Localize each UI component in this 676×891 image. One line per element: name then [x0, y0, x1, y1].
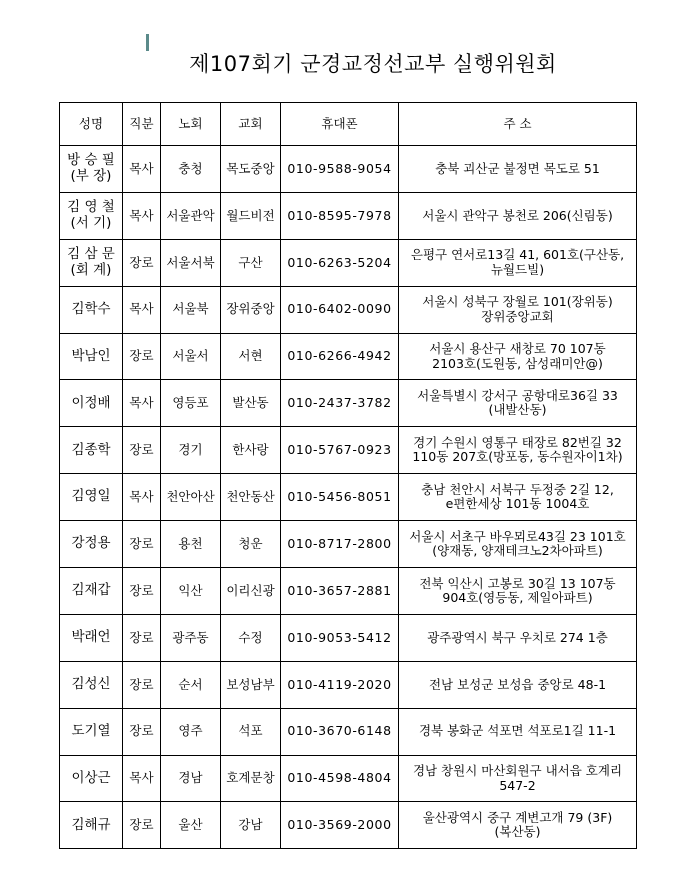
cell-role-line: 장로	[129, 629, 154, 645]
cell-phone-line: 010-2437-3782	[287, 395, 392, 411]
cell-address	[399, 568, 637, 615]
cell-address	[399, 521, 637, 568]
cell-region	[161, 427, 221, 474]
cell-address-line: 2103호(도원동, 삼성래미안@)	[432, 355, 603, 371]
cell-name-line: 박남인	[71, 347, 111, 364]
cell-church-line: 보성남부	[226, 676, 275, 692]
cell-role	[123, 708, 161, 755]
cell-name-line: 강정용	[71, 535, 111, 552]
table-row	[60, 521, 637, 568]
cell-role-line: 목사	[129, 770, 154, 786]
cell-role	[123, 802, 161, 849]
cell-address	[399, 239, 637, 286]
cell-name-line: 김영일	[71, 488, 111, 505]
cell-role	[123, 380, 161, 427]
cell-church	[221, 427, 281, 474]
cell-region-line: 천안아산	[166, 488, 215, 504]
cell-phone	[281, 286, 399, 333]
table-body	[60, 146, 637, 849]
cell-region-line: 익산	[178, 582, 203, 598]
cell-address-line: 547-2	[499, 777, 536, 793]
table-row	[60, 427, 637, 474]
cell-name-line: 도기열	[71, 722, 111, 739]
cell-region	[161, 661, 221, 708]
cell-phone	[281, 146, 399, 193]
cell-address	[399, 192, 637, 239]
cell-role-line: 목사	[129, 160, 154, 176]
cell-church	[221, 802, 281, 849]
cell-church	[221, 614, 281, 661]
header-church: 교회	[221, 103, 281, 146]
cell-phone-line: 010-5456-8051	[287, 488, 392, 504]
cell-phone	[281, 755, 399, 802]
cell-region-line: 서울서북	[166, 254, 215, 270]
cell-address-line: (복산동)	[494, 824, 541, 840]
cell-role-line: 장로	[129, 535, 154, 551]
cell-address	[399, 474, 637, 521]
cell-region	[161, 146, 221, 193]
cell-region-line: 경기	[178, 442, 203, 458]
cell-address-line: 뉴월드빌)	[490, 261, 545, 277]
table-row	[60, 192, 637, 239]
cell-name-line: 김재갑	[71, 582, 111, 599]
cell-role	[123, 239, 161, 286]
cell-name-line: 김종학	[71, 441, 111, 458]
table-row	[60, 614, 637, 661]
cell-address-line: 울산광역시 중구 계변고개 79 (3F)	[422, 810, 613, 826]
cell-role	[123, 427, 161, 474]
cell-role	[123, 521, 161, 568]
cell-name	[60, 802, 123, 849]
cell-region-line: 서울북	[172, 301, 209, 317]
cell-role-line: 장로	[129, 817, 154, 833]
cell-name-line: (서 기)	[70, 214, 112, 231]
cell-address-line: 경북 봉화군 석포면 석포로1길 11-1	[418, 723, 617, 739]
cell-region-line: 서울서	[172, 348, 209, 364]
cell-address	[399, 614, 637, 661]
cell-role	[123, 568, 161, 615]
cell-phone-line: 010-8595-7978	[287, 207, 392, 223]
cell-church-line: 석포	[238, 723, 263, 739]
cell-address	[399, 333, 637, 380]
cell-name-line: 이상근	[71, 769, 111, 786]
cell-region-line: 울산	[178, 817, 203, 833]
cell-phone	[281, 521, 399, 568]
cell-phone	[281, 568, 399, 615]
cell-church	[221, 239, 281, 286]
cell-name	[60, 427, 123, 474]
cell-address-line: 은평구 연서로13길 41, 601호(구산동,	[410, 247, 625, 263]
cell-role-line: 장로	[129, 582, 154, 598]
table-row	[60, 474, 637, 521]
header-region: 노회	[161, 103, 221, 146]
cell-church-line: 장위중앙	[226, 301, 275, 317]
cell-church-line: 한사랑	[232, 442, 269, 458]
cell-address-line: 서울시 성북구 장월로 101(장위동)	[422, 294, 613, 310]
cell-address-line: (양재동, 양재테크노2차아파트)	[432, 543, 603, 559]
cell-phone-line: 010-9588-9054	[287, 160, 392, 176]
cell-name	[60, 521, 123, 568]
cell-address-line: e편한세상 101동 1004호	[445, 496, 590, 512]
cell-name	[60, 239, 123, 286]
cell-role	[123, 333, 161, 380]
cell-region	[161, 802, 221, 849]
cell-address-line: 광주광역시 북구 우치로 274 1층	[427, 629, 608, 645]
table-row	[60, 755, 637, 802]
cell-name	[60, 333, 123, 380]
cell-name	[60, 146, 123, 193]
cell-role	[123, 614, 161, 661]
cell-church	[221, 755, 281, 802]
cell-name	[60, 192, 123, 239]
cell-church-line: 월드비전	[226, 207, 275, 223]
cell-address	[399, 708, 637, 755]
committee-roster-table	[59, 102, 637, 849]
cell-address-line: 서울시 관악구 봉천로 206(신림동)	[422, 207, 613, 223]
cell-role-line: 장로	[129, 723, 154, 739]
cell-name	[60, 474, 123, 521]
cell-address	[399, 802, 637, 849]
cell-address-line: 904호(영등동, 제일아파트)	[442, 589, 593, 605]
cell-name	[60, 661, 123, 708]
cell-phone	[281, 380, 399, 427]
cell-phone	[281, 661, 399, 708]
cell-region-line: 충청	[178, 160, 203, 176]
table-row	[60, 380, 637, 427]
cell-region	[161, 380, 221, 427]
cell-name	[60, 755, 123, 802]
cell-role	[123, 286, 161, 333]
table-row	[60, 146, 637, 193]
cell-church	[221, 192, 281, 239]
cell-address-line: 전북 익산시 고봉로 30길 13 107동	[419, 575, 616, 591]
page-title	[0, 48, 676, 78]
cell-region-line: 순서	[178, 676, 203, 692]
cell-phone	[281, 239, 399, 286]
table-row	[60, 239, 637, 286]
cell-phone	[281, 333, 399, 380]
cell-name	[60, 568, 123, 615]
cell-phone-line: 010-6266-4942	[287, 348, 392, 364]
cell-name-line: 김 삼 문	[67, 246, 115, 263]
cell-church-line: 청운	[238, 535, 263, 551]
cell-name	[60, 614, 123, 661]
cell-role-line: 장로	[129, 676, 154, 692]
cell-church	[221, 146, 281, 193]
cell-church-line: 강남	[238, 817, 263, 833]
cell-role	[123, 755, 161, 802]
cell-church-line: 발산동	[232, 395, 269, 411]
cell-address-line: 경기 수원시 영통구 태장로 82번길 32	[413, 434, 622, 450]
cell-region-line: 영주	[178, 723, 203, 739]
cell-name-line: 김학수	[71, 300, 111, 317]
cell-church	[221, 474, 281, 521]
table-row	[60, 568, 637, 615]
cell-name-line: 방 승 필	[67, 152, 115, 169]
cell-role-line: 목사	[129, 207, 154, 223]
cell-name	[60, 286, 123, 333]
cell-phone	[281, 708, 399, 755]
cell-phone-line: 010-4119-2020	[287, 676, 392, 692]
cell-church-line: 천안동산	[226, 488, 275, 504]
cell-phone-line: 010-9053-5412	[287, 629, 392, 645]
cell-name	[60, 380, 123, 427]
header-address: 주 소	[399, 103, 637, 146]
cell-address-line: 서울시 서초구 바우뫼로43길 23 101호	[409, 528, 626, 544]
cell-phone-line: 010-5767-0923	[287, 442, 392, 458]
cell-region	[161, 568, 221, 615]
cell-role-line: 장로	[129, 442, 154, 458]
cell-address	[399, 755, 637, 802]
cell-address-line: 충남 천안시 서북구 두정중 2길 12,	[421, 481, 614, 497]
cell-phone-line: 010-8717-2800	[287, 535, 392, 551]
cell-phone-line: 010-3657-2881	[287, 582, 392, 598]
cell-address-line: 충북 괴산군 불정면 목도로 51	[435, 160, 600, 176]
cell-address-line: 110동 207호(망포동, 동수원자이1차)	[412, 449, 623, 465]
cell-phone	[281, 192, 399, 239]
table-header-row	[60, 103, 637, 146]
cell-address	[399, 661, 637, 708]
cell-phone	[281, 427, 399, 474]
cell-region-line: 서울관악	[166, 207, 215, 223]
cell-name-line: 김성신	[71, 675, 111, 692]
cell-name-line: (회 계)	[70, 261, 112, 278]
cell-role	[123, 474, 161, 521]
table-row	[60, 333, 637, 380]
cell-role-line: 목사	[129, 488, 154, 504]
cell-phone-line: 010-6263-5204	[287, 254, 392, 270]
cell-role	[123, 661, 161, 708]
cell-region	[161, 474, 221, 521]
cell-region	[161, 286, 221, 333]
cell-address	[399, 380, 637, 427]
cell-church-line: 서현	[238, 348, 263, 364]
cell-role	[123, 146, 161, 193]
header-role: 직분	[123, 103, 161, 146]
cell-church	[221, 708, 281, 755]
cell-name-line: 박래언	[71, 629, 111, 646]
cell-church	[221, 521, 281, 568]
cell-region-line: 영등포	[172, 395, 209, 411]
cell-name-line: (부 장)	[70, 167, 112, 184]
table-row	[60, 286, 637, 333]
cell-phone-line: 010-3569-2000	[287, 817, 392, 833]
page-title-text: 제107회기 군경교정선교부 실행위원회	[189, 52, 557, 76]
cell-role	[123, 192, 161, 239]
cell-phone	[281, 474, 399, 521]
cell-phone-line: 010-4598-4804	[287, 770, 392, 786]
cell-church	[221, 380, 281, 427]
cell-region-line: 경남	[178, 770, 203, 786]
cell-region	[161, 614, 221, 661]
cell-phone	[281, 802, 399, 849]
cell-role-line: 목사	[129, 301, 154, 317]
cell-region	[161, 521, 221, 568]
cell-address	[399, 286, 637, 333]
cell-role-line: 장로	[129, 254, 154, 270]
cell-church-line: 이리신광	[226, 582, 275, 598]
cell-address-line: 경남 창원시 마산회원구 내서읍 호계리	[412, 763, 623, 779]
cell-address	[399, 427, 637, 474]
cell-role-line: 장로	[129, 348, 154, 364]
cell-region-line: 광주동	[172, 629, 209, 645]
cell-phone-line: 010-3670-6148	[287, 723, 392, 739]
cell-church	[221, 568, 281, 615]
cell-region	[161, 708, 221, 755]
cell-church-line: 호계문창	[226, 770, 275, 786]
cell-phone-line: 010-6402-0090	[287, 301, 392, 317]
cell-region	[161, 333, 221, 380]
cell-address	[399, 146, 637, 193]
cell-address-line: (내발산동)	[488, 402, 547, 418]
cell-name-line: 이정배	[71, 394, 111, 411]
cell-region-line: 용천	[178, 535, 203, 551]
cell-name	[60, 708, 123, 755]
cell-church-line: 구산	[238, 254, 263, 270]
cell-role-line: 목사	[129, 395, 154, 411]
table-row	[60, 802, 637, 849]
table-row	[60, 661, 637, 708]
cell-address-line: 서울특별시 강서구 공항대로36길 33	[417, 388, 618, 404]
cell-region	[161, 239, 221, 286]
cell-region	[161, 755, 221, 802]
cell-name-line: 김 영 철	[67, 199, 115, 216]
header-name: 성명	[60, 103, 123, 146]
cell-church	[221, 286, 281, 333]
cell-region	[161, 192, 221, 239]
cell-address-line: 장위중앙교회	[481, 308, 554, 324]
cell-church-line: 수정	[238, 629, 263, 645]
cell-address-line: 전남 보성군 보성읍 중앙로 48-1	[428, 676, 607, 692]
header-phone: 휴대폰	[281, 103, 399, 146]
table-row	[60, 708, 637, 755]
cell-church	[221, 333, 281, 380]
cell-church-line: 목도중앙	[226, 160, 275, 176]
cell-phone	[281, 614, 399, 661]
cell-address-line: 서울시 용산구 새창로 70 107동	[429, 341, 606, 357]
cell-name-line: 김해규	[71, 816, 111, 833]
cell-church	[221, 661, 281, 708]
